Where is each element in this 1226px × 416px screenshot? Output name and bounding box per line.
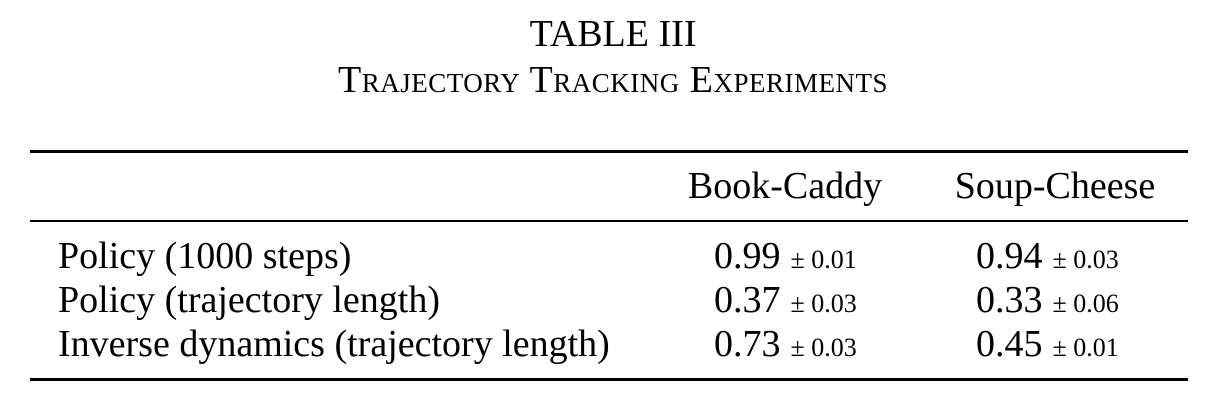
cell-std: ± 0.01 <box>1052 333 1119 362</box>
cell-mean: 0.94 <box>976 235 1043 277</box>
cell-mean: 0.99 <box>714 235 781 277</box>
row-label: Policy (trajectory length) <box>58 279 440 321</box>
table-top-rule <box>30 150 1188 153</box>
cell-std: ± 0.01 <box>790 245 857 274</box>
row-label: Inverse dynamics (trajectory length) <box>58 323 610 365</box>
table-title: Trajectory Tracking Experiments <box>337 59 888 101</box>
cell-std: ± 0.03 <box>790 333 857 362</box>
cell-mean: 0.73 <box>714 323 781 365</box>
table-row <box>0 322 1226 366</box>
cell-std: ± 0.03 <box>790 289 857 318</box>
table-cell <box>976 322 1119 374</box>
table-bottom-rule <box>30 378 1188 381</box>
cell-mean: 0.33 <box>976 279 1043 321</box>
column-header-soup-cheese: Soup-Cheese <box>954 165 1156 207</box>
table-number: TABLE III <box>529 13 697 55</box>
cell-mean: 0.45 <box>976 323 1043 365</box>
cell-mean: 0.37 <box>714 279 781 321</box>
table-row <box>0 278 1226 322</box>
cell-std: ± 0.06 <box>1052 289 1119 318</box>
row-label: Policy (1000 steps) <box>58 235 352 277</box>
table-header-rule <box>30 220 1188 222</box>
column-header-book-caddy: Book-Caddy <box>687 165 883 207</box>
table-row <box>0 234 1226 278</box>
cell-std: ± 0.03 <box>1052 245 1119 274</box>
table-cell <box>714 322 857 374</box>
